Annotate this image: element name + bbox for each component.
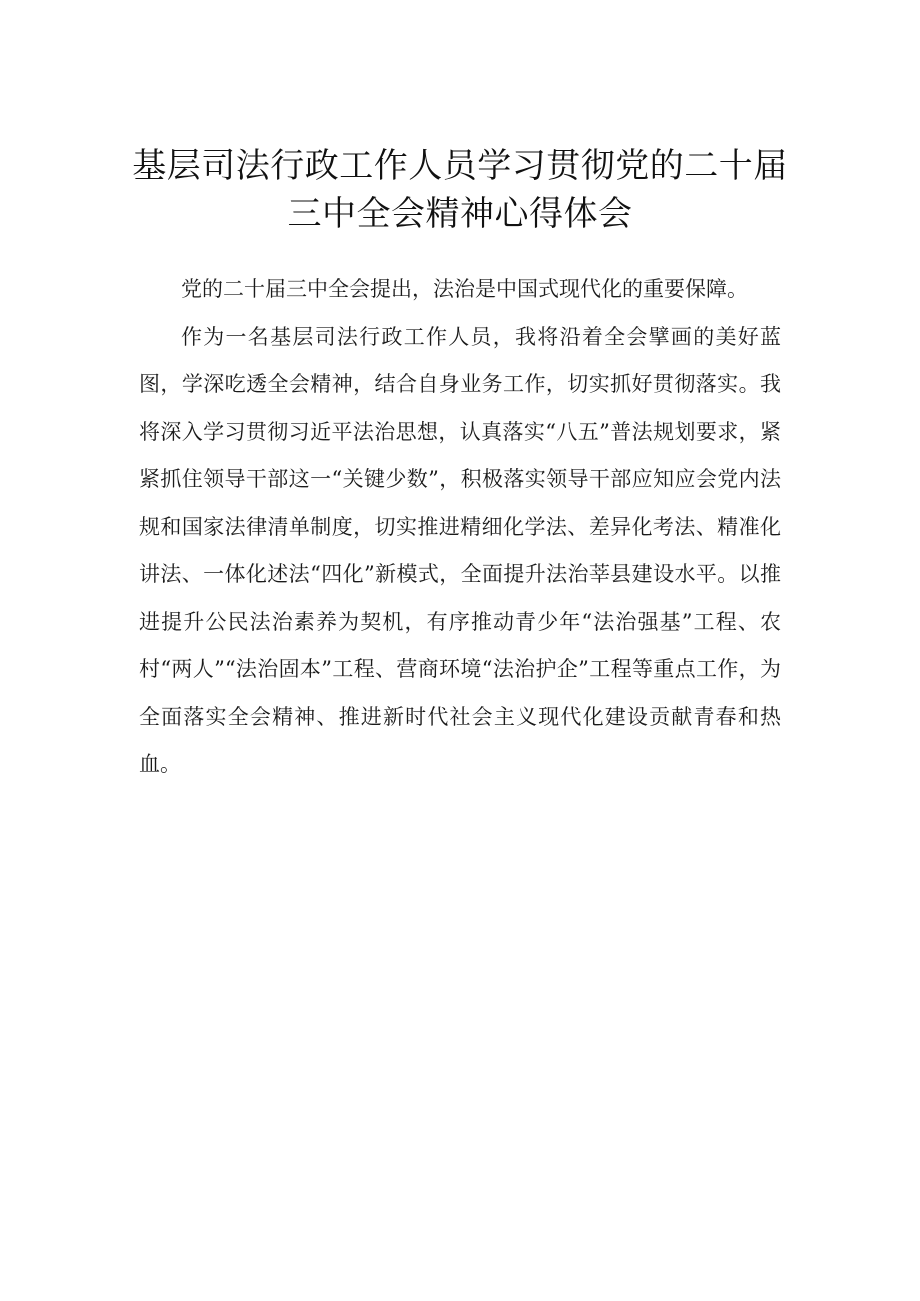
document-title <box>100 142 820 238</box>
title-line-1: 基层司法行政工作人员学习贯彻党的二十届 <box>132 146 788 186</box>
document-body <box>139 266 781 789</box>
paragraph-intro: 党的二十届三中全会提出，法治是中国式现代化的重要保障。 <box>181 277 748 301</box>
paragraph-main: 作为一名基层司法行政工作人员，我将沿着全会擘画的美好蓝图，学深吃透全会精神，结合自身业务工作，切实抓好贯彻落实。我将深入学习贯彻习近平法治思想，认真落实“八五”普法规划要求，紧紧抓住领导干部这一“关键少数”，积极落实领导干部应知应会党内法规和国家法律清单制度，切实推进精细化学法、差异化考法、精准化讲法、一体化述法“四化”新模式，全面提升法治莘县建设水平。以推进提升公民法治素养为契机，有序推动青少年“法治强基”工程、农村“两人”“法治固本”工程、营商环境“法治护企”工程等重点工作，为全面落实全会精神、推进新时代社会主义现代化建设贡献青春和热血。 <box>139 324 781 776</box>
title-line-2: 三中全会精神心得体会 <box>287 194 633 234</box>
